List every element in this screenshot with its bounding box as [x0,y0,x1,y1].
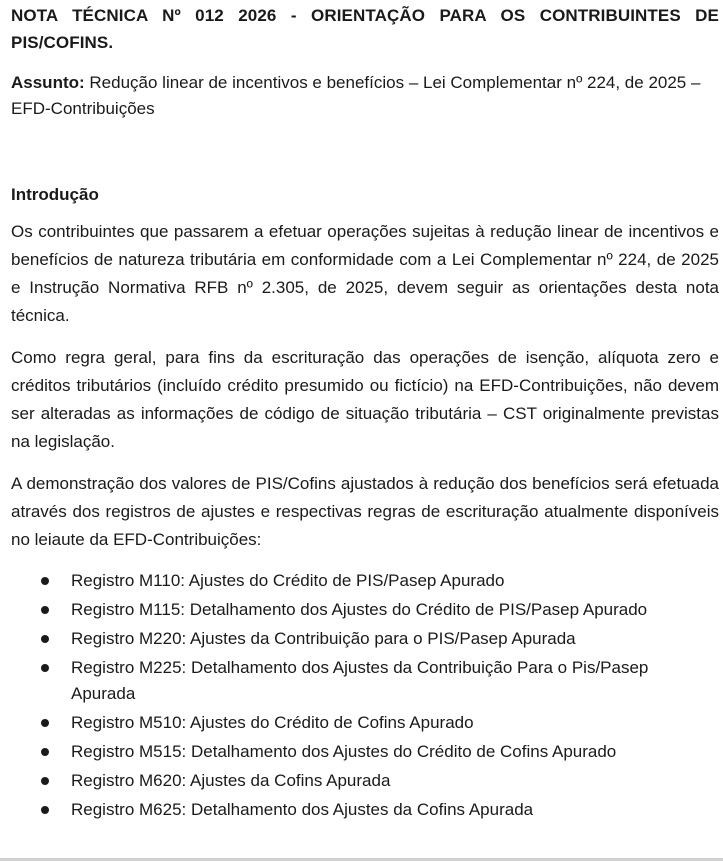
list-item [11,626,691,652]
paragraph: Os contribuintes que passarem a efetuar operações sujeitas à redução linear de incentivos e benefícios de natureza tributária em conformidade com a Lei Complementar nº 224, de 2025 e Instrução Normativa RFB nº 2.305, de 2025, devem seguir as orientações desta nota técnica. [11,222,719,325]
list-item-text: Registro M515: Detalhamento dos Ajustes do Crédito de Cofins Apurado [71,742,617,761]
document-page [11,0,719,826]
list-item-text: Registro M625: Detalhamento dos Ajustes da Cofins Apurada [71,800,534,819]
bullet-icon [41,577,49,585]
list-item [11,597,691,623]
bullet-icon [41,806,49,814]
register-list [11,568,719,823]
bullet-icon [41,635,49,643]
subject-label: Assunto: [11,73,85,92]
bullet-icon [41,748,49,756]
list-item [11,768,691,794]
list-item [11,739,691,765]
bullet-icon [41,777,49,785]
subject-line [11,70,719,122]
bullet-icon [41,606,49,614]
list-item-text: Registro M225: Detalhamento dos Ajustes da Contribuição Para o Pis/Pasep Apurada [71,658,649,703]
bullet-icon [41,664,49,672]
list-item [11,655,691,707]
list-item [11,568,691,594]
bullet-icon [41,719,49,727]
document-title: NOTA TÉCNICA Nº 012 2026 - ORIENTAÇÃO PARA OS CONTRIBUINTES DE PIS/COFINS. [11,6,719,52]
list-item-text: Registro M510: Ajustes do Crédito de Cofins Apurado [71,713,474,732]
list-item-text: Registro M620: Ajustes da Cofins Apurada [71,771,391,790]
list-item-text: Registro M220: Ajustes da Contribuição para o PIS/Pasep Apurada [71,629,576,648]
paragraph: A demonstração dos valores de PIS/Cofins ajustados à redução dos benefícios será efetuada através dos registros de ajustes e respectivas regras de escrituração atualmente disponíveis no leiaute da EFD-Contribuições: [11,474,719,549]
subject-text: Redução linear de incentivos e benefícios – Lei Complementar nº 224, de 2025 – EFD-Contribuições [11,73,701,118]
list-item [11,710,691,736]
intro-heading: Introdução [11,185,99,204]
list-item-text: Registro M115: Detalhamento dos Ajustes do Crédito de PIS/Pasep Apurado [71,600,648,619]
list-item-text: Registro M110: Ajustes do Crédito de PIS/Pasep Apurado [71,571,505,590]
list-item [11,797,691,823]
paragraph: Como regra geral, para fins da escrituração das operações de isenção, alíquota zero e créditos tributários (incluído crédito presumido ou fictício) na EFD-Contribuições, não devem ser alteradas as informações de código de situação tributária – CST originalmente previstas na legislação. [11,348,719,451]
